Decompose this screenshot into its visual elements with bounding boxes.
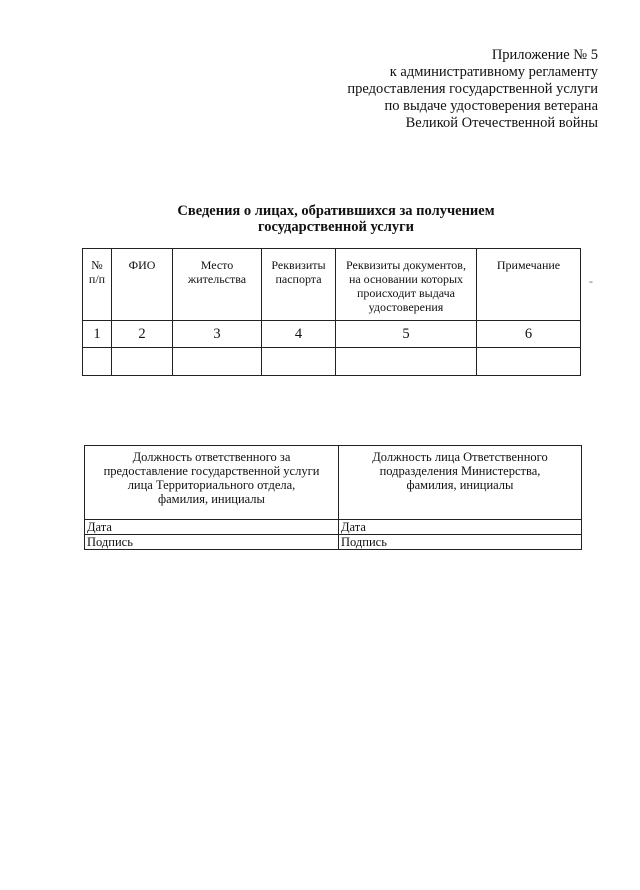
title-line: государственной услуги [257,219,415,235]
appendix-line: Приложение № 5 [491,47,598,63]
header-text: п/п [88,272,106,286]
empty-cell [477,348,581,376]
header-text: жительства [187,272,247,286]
header-text: № [91,258,103,272]
document-title [0,203,640,235]
appendix-line: к административному регламенту [389,64,598,80]
heading-text: фамилия, инициалы [158,492,265,506]
heading-text: Должность ответственного за [132,450,291,464]
signature-field-right: Подпись [339,535,582,550]
signature-heading-row [85,446,582,520]
header-text: на основании которых [348,272,464,286]
header-text: ФИО [128,258,156,272]
header-text: Реквизиты документов, [346,258,466,272]
header-text: Реквизиты [271,258,326,272]
header-cell-documents [336,249,477,321]
margin-mark: - [589,274,593,288]
header-text: Место [200,258,234,272]
signature-row [85,535,582,550]
column-number-cell: 2 [112,321,173,348]
applicants-table [82,248,581,376]
appendix-line: предоставления государственной услуги [347,81,598,97]
header-text: паспорта [275,272,322,286]
heading-text: предоставление государственной услуги [103,464,320,478]
appendix-line: по выдаче удостоверения ветерана [384,98,598,114]
heading-text: фамилия, инициалы [406,478,514,492]
appendix-line: Великой Отечественной войны [405,115,598,131]
heading-text: подразделения Министерства, [379,464,541,478]
table-header-row [83,249,581,321]
header-text: происходит выдача [356,286,456,300]
title-line: Сведения о лицах, обратившихся за получением [177,203,495,219]
header-cell-number [83,249,112,321]
date-field-right: Дата [339,520,582,535]
column-number-cell: 1 [83,321,112,348]
header-cell-note [477,249,581,321]
header-text: удостоверения [368,300,444,314]
empty-cell [112,348,173,376]
date-row [85,520,582,535]
header-cell-residence [173,249,262,321]
date-field-left: Дата [85,520,339,535]
signature-field-left: Подпись [85,535,339,550]
heading-text: лица Территориального отдела, [127,478,296,492]
column-number-cell: 6 [477,321,581,348]
empty-entry-row [83,348,581,376]
column-number-row [83,321,581,348]
header-text: Примечание [496,258,561,272]
appendix-note [347,47,598,132]
ministry-officer-heading [339,446,582,520]
heading-text: Должность лица Ответственного [372,450,548,464]
signature-table [84,445,582,550]
column-number-cell: 5 [336,321,477,348]
column-number-cell: 4 [262,321,336,348]
column-number-cell: 3 [173,321,262,348]
empty-cell [83,348,112,376]
empty-cell [262,348,336,376]
empty-cell [173,348,262,376]
empty-cell [336,348,477,376]
header-cell-fio [112,249,173,321]
territorial-officer-heading [85,446,339,520]
header-cell-passport [262,249,336,321]
